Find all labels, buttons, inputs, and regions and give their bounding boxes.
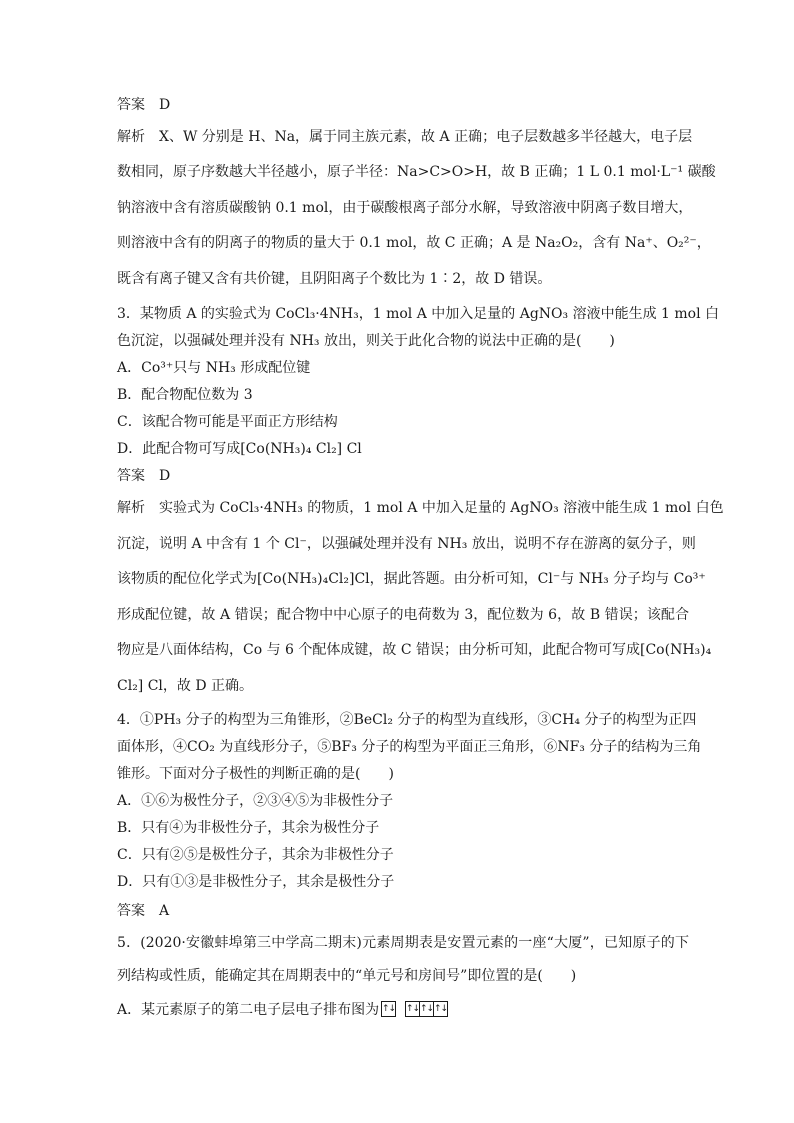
q4-option-d: D．只有①③是非极性分子，其余是极性分子: [117, 874, 395, 890]
q2-analysis-line-2: 数相同，原子序数越大半径越小，原子半径：Na>C>O>H，故 B 正确；1 L 0.1 mol·L⁻¹ 碳酸: [117, 164, 716, 180]
q4-stem-line-1: 4．①PH₃ 分子的构型为三角锥形，②BeCl₂ 分子的构型为直线形，③CH₄ 分子的构型为正四: [117, 712, 697, 728]
q2-analysis-line-3: 钠溶液中含有溶质碳酸钠 0.1 mol，由于碳酸根离子部分水解，导致溶液中阴离子数目增大，: [117, 200, 693, 216]
q4-stem-line-2: 面体形，④CO₂ 为直线形分子，⑤BF₃ 分子的构型为平面正三角形，⑥NF₃ 分子的结构为三角: [117, 739, 702, 755]
q4-option-c: C．只有②⑤是极性分子，其余为非极性分子: [117, 847, 394, 863]
q4-stem-line-3: 锥形。下面对分子极性的判断正确的是( ): [117, 766, 394, 782]
q3-option-a: A．Co³⁺只与 NH₃ 形成配位键: [117, 360, 311, 376]
q3-analysis-line-6: Cl₂] Cl，故 D 正确。: [117, 678, 254, 694]
q3-analysis-line-2: 沉淀，说明 A 中含有 1 个 Cl⁻，以强碱处理并没有 NH₃ 放出，说明不存在游离的氨分子，则: [117, 536, 696, 552]
q5-option-a-text: A．某元素原子的第二电子层电子排布图为: [117, 1002, 380, 1018]
q3-analysis-line-5: 物应是八面体结构，Co 与 6 个配体成键，故 C 错误；由分析可知，此配合物可写成[Co(NH₃)₄: [117, 642, 712, 658]
orbital-cell: ↑↓: [381, 1004, 396, 1014]
q5-stem-line-2: 列结构或性质，能确定其在周期表中的“单元号和房间号”即位置的是( ): [117, 968, 577, 984]
q3-answer: 答案 D: [117, 468, 171, 484]
q2-analysis-line-4: 则溶液中含有的阴离子的物质的量大于 0.1 mol，故 C 正确；A 是 Na₂O₂，含有 Na⁺、O₂²⁻，: [117, 235, 711, 251]
q3-analysis-line-1: 解析 实验式为 CoCl₃·4NH₃ 的物质，1 mol A 中加入足量的 AgNO₃ 溶液中能生成 1 mol 白色: [117, 500, 724, 516]
q2-answer: 答案 D: [117, 97, 171, 113]
q3-stem-line-2: 色沉淀，以强碱处理并没有 NH₃ 放出，则关于此化合物的说法中正确的是( ): [117, 333, 615, 349]
q4-option-a: A．①⑥为极性分子，②③④⑤为非极性分子: [117, 793, 394, 809]
q5-option-a: [117, 1001, 689, 1019]
q4-option-b: B．只有④为非极性分子，其余为极性分子: [117, 820, 380, 836]
q3-stem-line-1: 3．某物质 A 的实验式为 CoCl₃·4NH₃，1 mol A 中加入足量的 AgNO₃ 溶液中能生成 1 mol 白: [117, 306, 720, 322]
orbital-cell: ↑↓: [433, 1004, 448, 1014]
orbital-cell: ↑↓: [405, 1004, 420, 1014]
q2-analysis-line-1: 解析 X、W 分别是 H、Na，属于同主族元素，故 A 正确；电子层数越多半径越大，电子层: [117, 129, 693, 145]
orbital-box-2p: [405, 1001, 448, 1017]
q3-analysis-line-4: 形成配位键，故 A 错误；配合物中中心原子的电荷数为 3，配位数为 6，故 B 错误；该配合: [117, 607, 689, 623]
orbital-cell: ↑↓: [419, 1004, 434, 1014]
q3-option-c: C．该配合物可能是平面正方形结构: [117, 414, 338, 430]
orbital-box-2s: [381, 1001, 396, 1017]
q3-option-b: B．配合物配位数为 3: [117, 387, 253, 403]
q4-answer: 答案 A: [117, 903, 170, 919]
q3-option-d: D．此配合物可写成[Co(NH₃)₄ Cl₂] Cl: [117, 441, 362, 457]
q5-stem-line-1: 5．(2020·安徽蚌埠第三中学高二期末)元素周期表是安置元素的一座“大厦”，已知原子的下: [117, 935, 689, 951]
q2-analysis-line-5: 既含有离子键又含有共价键，且阴阳离子个数比为 1∶2，故 D 错误。: [117, 271, 552, 287]
q3-analysis-line-3: 该物质的配位化学式为[Co(NH₃)₄Cl₂]Cl，据此答题。由分析可知，Cl⁻与 NH₃ 分子均与 Co³⁺: [117, 571, 706, 587]
